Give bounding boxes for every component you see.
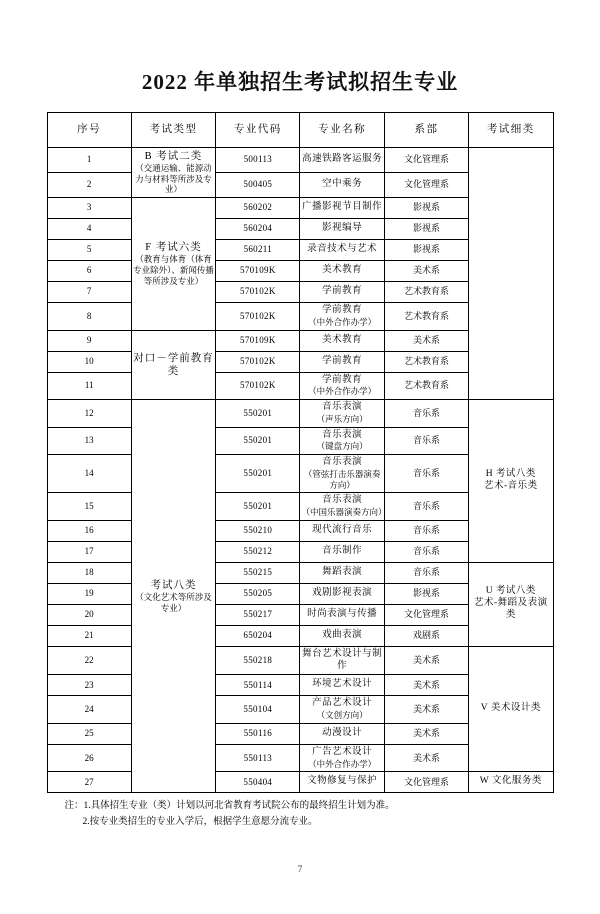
major-name-text: 音乐表演 — [322, 402, 363, 412]
cell-department: 美术系 — [384, 744, 468, 772]
cell-major-code: 550218 — [216, 646, 300, 675]
cell-major-code: 570102K — [216, 282, 300, 303]
cell-major-code: 650204 — [216, 625, 300, 646]
cell-major-code: 500113 — [216, 148, 300, 173]
exam-type-label: B 考试二类 — [144, 151, 203, 162]
major-name-text: 录音技术与艺术 — [307, 244, 378, 255]
major-name-text: 空中乘务 — [322, 179, 363, 190]
cell-department: 文化管理系 — [384, 772, 468, 793]
cell-major-name — [300, 240, 384, 261]
cell-major-name — [300, 173, 384, 198]
major-name-text: 舞台艺术设计与制作 — [302, 648, 383, 671]
cell-seq: 19 — [47, 583, 131, 604]
cell-department: 影视系 — [384, 198, 468, 219]
cell-major-name — [300, 148, 384, 173]
cell-seq: 1 — [47, 148, 131, 173]
cell-major-name — [300, 455, 384, 493]
cell-major-code: 560202 — [216, 198, 300, 219]
cell-seq: 8 — [47, 303, 131, 331]
cell-seq: 21 — [47, 625, 131, 646]
exam-type-label: 对口－学前教育类 — [133, 352, 214, 377]
document-page — [0, 66, 600, 914]
table-row — [47, 562, 553, 583]
major-name-subtext: （中外合作办学） — [308, 758, 377, 769]
exam-subtype-line-2: 艺术-舞蹈及表演类 — [473, 598, 548, 621]
cell-department: 影视系 — [384, 583, 468, 604]
cell-seq: 22 — [47, 646, 131, 675]
cell-major-name — [300, 604, 384, 625]
cell-major-code: 570102K — [216, 351, 300, 372]
cell-exam-type — [131, 148, 215, 198]
major-name-text: 影视编导 — [322, 223, 363, 234]
cell-major-code: 550104 — [216, 696, 300, 724]
cell-major-name — [300, 772, 384, 793]
major-name-text: 产品艺术设计 — [312, 698, 373, 709]
cell-major-name — [300, 261, 384, 282]
cell-department: 美术系 — [384, 675, 468, 696]
cell-major-code: 500405 — [216, 173, 300, 198]
cell-major-code: 550217 — [216, 604, 300, 625]
cell-department: 美术系 — [384, 330, 468, 351]
cell-major-code: 570102K — [216, 372, 300, 400]
cell-seq: 2 — [47, 173, 131, 198]
cell-seq: 26 — [47, 744, 131, 772]
cell-exam-subtype — [469, 772, 553, 793]
cell-major-code: 550201 — [216, 427, 300, 455]
major-name-text: 学前教育 — [322, 374, 363, 385]
exam-subtype-line-1: V 美术设计类 — [480, 703, 541, 714]
cell-seq: 9 — [47, 330, 131, 351]
cell-seq: 20 — [47, 604, 131, 625]
cell-seq: 24 — [47, 696, 131, 724]
cell-seq: 11 — [47, 372, 131, 400]
cell-major-code: 550113 — [216, 744, 300, 772]
cell-department: 音乐系 — [384, 520, 468, 541]
major-name-subtext: （声乐方向） — [316, 413, 368, 424]
cell-seq: 27 — [47, 772, 131, 793]
major-name-text: 音乐表演 — [322, 457, 363, 467]
cell-major-name — [300, 625, 384, 646]
cell-major-name — [300, 372, 384, 400]
cell-major-code: 570109K — [216, 330, 300, 351]
cell-department: 音乐系 — [384, 493, 468, 521]
cell-major-name — [300, 723, 384, 744]
major-name-text: 时尚表演与传播 — [307, 608, 378, 619]
exam-subtype-line-1: H 考试八类 — [485, 468, 536, 479]
cell-seq: 5 — [47, 240, 131, 261]
cell-major-name — [300, 493, 387, 521]
cell-seq: 23 — [47, 675, 131, 696]
cell-major-code: 550201 — [216, 400, 300, 428]
exam-type-sublabel: （教育与体育（体育专业除外）、新闻传播等所涉及专业） — [133, 254, 214, 286]
cell-department: 戏剧系 — [384, 625, 468, 646]
cell-major-name — [300, 351, 384, 372]
cell-major-code: 550201 — [216, 493, 300, 521]
cell-department: 美术系 — [384, 723, 468, 744]
cell-department: 音乐系 — [384, 562, 468, 583]
cell-department: 音乐系 — [384, 455, 468, 493]
cell-major-code: 570109K — [216, 261, 300, 282]
header-major-name: 专业名称 — [300, 113, 384, 148]
exam-type-label: F 考试六类 — [145, 242, 202, 254]
cell-major-name — [300, 646, 384, 675]
cell-seq: 14 — [47, 455, 131, 493]
cell-seq: 18 — [47, 562, 131, 583]
header-exam-type: 考试类型 — [131, 113, 215, 148]
cell-department: 文化管理系 — [384, 148, 468, 173]
cell-major-code: 550114 — [216, 675, 300, 696]
cell-seq: 7 — [47, 282, 131, 303]
cell-major-name — [300, 330, 384, 351]
cell-major-name — [300, 427, 384, 455]
cell-seq: 13 — [47, 427, 131, 455]
major-name-subtext: （管弦打击乐器演奏方向） — [303, 468, 381, 490]
major-name-text: 戏曲表演 — [322, 629, 363, 640]
cell-department: 艺术教育系 — [384, 282, 468, 303]
cell-seq: 25 — [47, 723, 131, 744]
notes-block — [47, 799, 554, 829]
majors-table — [47, 112, 554, 793]
cell-department: 艺术教育系 — [384, 351, 468, 372]
major-name-subtext: （文创方向） — [316, 710, 368, 721]
cell-major-code: 570102K — [216, 303, 300, 331]
major-name-text: 音乐表演 — [322, 429, 363, 440]
cell-exam-subtype — [469, 400, 553, 563]
cell-major-name — [300, 400, 384, 428]
table-row — [47, 646, 553, 675]
cell-department: 影视系 — [384, 219, 468, 240]
major-name-text: 戏剧影视表演 — [312, 587, 373, 598]
table-row — [47, 148, 553, 173]
cell-department: 文化管理系 — [384, 173, 468, 198]
major-name-subtext: （中外合作办学） — [308, 316, 377, 327]
cell-department: 音乐系 — [384, 400, 468, 428]
cell-department: 影视系 — [384, 240, 468, 261]
major-name-text: 文物修复与保护 — [307, 776, 378, 787]
major-name-subtext: （中国乐器演奏方向） — [301, 507, 387, 517]
cell-seq: 4 — [47, 219, 131, 240]
cell-major-name — [300, 562, 384, 583]
cell-exam-type — [131, 400, 215, 793]
table-row — [47, 400, 553, 428]
exam-type-sublabel: （文化艺术等所涉及专业） — [135, 592, 212, 613]
cell-department: 音乐系 — [384, 427, 468, 455]
cell-exam-type — [131, 198, 215, 331]
cell-major-name — [300, 303, 384, 331]
major-name-text: 学前教育 — [322, 355, 363, 366]
cell-major-name — [300, 696, 384, 724]
exam-subtype-line-1: W 文化服务类 — [479, 776, 542, 787]
major-name-subtext: （中外合作办学） — [308, 386, 377, 397]
cell-major-code: 550215 — [216, 562, 300, 583]
major-name-text: 动漫设计 — [322, 727, 363, 738]
page-number: 7 — [297, 864, 303, 874]
major-name-text: 广播影视节目制作 — [302, 202, 383, 213]
header-exam-subtype: 考试细类 — [469, 113, 553, 148]
cell-major-code: 560204 — [216, 219, 300, 240]
table-row — [47, 772, 553, 793]
cell-department: 音乐系 — [384, 541, 468, 562]
major-name-text: 学前教育 — [322, 305, 363, 315]
note-line-1: 注：1.具体招生专业（类）计划以河北省教育考试院公布的最终招生计划为准。 — [64, 801, 395, 812]
cell-seq: 17 — [47, 541, 131, 562]
exam-type-label: 考试八类 — [150, 580, 197, 591]
major-name-text: 音乐表演 — [322, 495, 363, 506]
cell-department: 艺术教育系 — [384, 303, 468, 331]
cell-exam-subtype — [469, 562, 553, 646]
cell-major-code: 550210 — [216, 520, 300, 541]
cell-department: 美术系 — [384, 261, 468, 282]
cell-department: 美术系 — [384, 696, 468, 724]
cell-seq: 6 — [47, 261, 131, 282]
cell-major-name — [300, 282, 384, 303]
cell-department: 文化管理系 — [384, 604, 468, 625]
cell-major-name — [300, 520, 384, 541]
cell-exam-subtype-empty — [469, 148, 553, 400]
cell-major-name — [300, 675, 384, 696]
cell-exam-subtype — [469, 646, 553, 772]
cell-department: 美术系 — [384, 646, 468, 675]
cell-seq: 15 — [47, 493, 131, 521]
cell-major-code: 550116 — [216, 723, 300, 744]
cell-seq: 10 — [47, 351, 131, 372]
major-name-text: 现代流行音乐 — [312, 524, 373, 535]
major-name-text: 学前教育 — [322, 286, 363, 297]
cell-major-name — [300, 541, 384, 562]
table-header-row — [47, 113, 553, 148]
major-name-text: 音乐制作 — [322, 545, 363, 556]
exam-type-sublabel: （交通运输、能源动力与材料等所涉及专业） — [135, 163, 212, 195]
major-name-text: 美术教育 — [322, 334, 363, 345]
cell-seq: 3 — [47, 198, 131, 219]
cell-major-name — [300, 219, 384, 240]
cell-seq: 12 — [47, 400, 131, 428]
cell-major-name — [300, 744, 384, 772]
cell-major-code: 550201 — [216, 455, 300, 493]
table-body — [47, 148, 553, 793]
cell-major-code: 550212 — [216, 541, 300, 562]
major-name-text: 美术教育 — [322, 265, 363, 276]
cell-department: 艺术教育系 — [384, 372, 468, 400]
page-title: 2022 年单独招生考试拟招生专业 — [141, 70, 459, 94]
major-name-text: 环境艺术设计 — [312, 679, 373, 690]
header-seq: 序号 — [47, 113, 131, 148]
cell-major-code: 550205 — [216, 583, 300, 604]
major-name-text: 广告艺术设计 — [312, 746, 373, 757]
exam-subtype-line-1: U 考试八类 — [485, 586, 536, 597]
header-major-code: 专业代码 — [216, 113, 300, 148]
cell-major-name — [300, 198, 384, 219]
major-name-text: 舞蹈表演 — [322, 566, 363, 577]
cell-major-code: 550404 — [216, 772, 300, 793]
cell-major-code: 560211 — [216, 240, 300, 261]
major-name-text: 高速铁路客运服务 — [302, 154, 383, 165]
cell-exam-type — [131, 330, 215, 400]
cell-seq: 16 — [47, 520, 131, 541]
major-name-subtext: （键盘方向） — [316, 441, 368, 452]
cell-major-name — [300, 583, 384, 604]
note-line-2: 2.按专业类招生的专业入学后，根据学生意愿分流专业。 — [82, 816, 318, 827]
header-department: 系部 — [384, 113, 468, 148]
exam-subtype-line-2: 艺术-音乐类 — [483, 480, 538, 491]
